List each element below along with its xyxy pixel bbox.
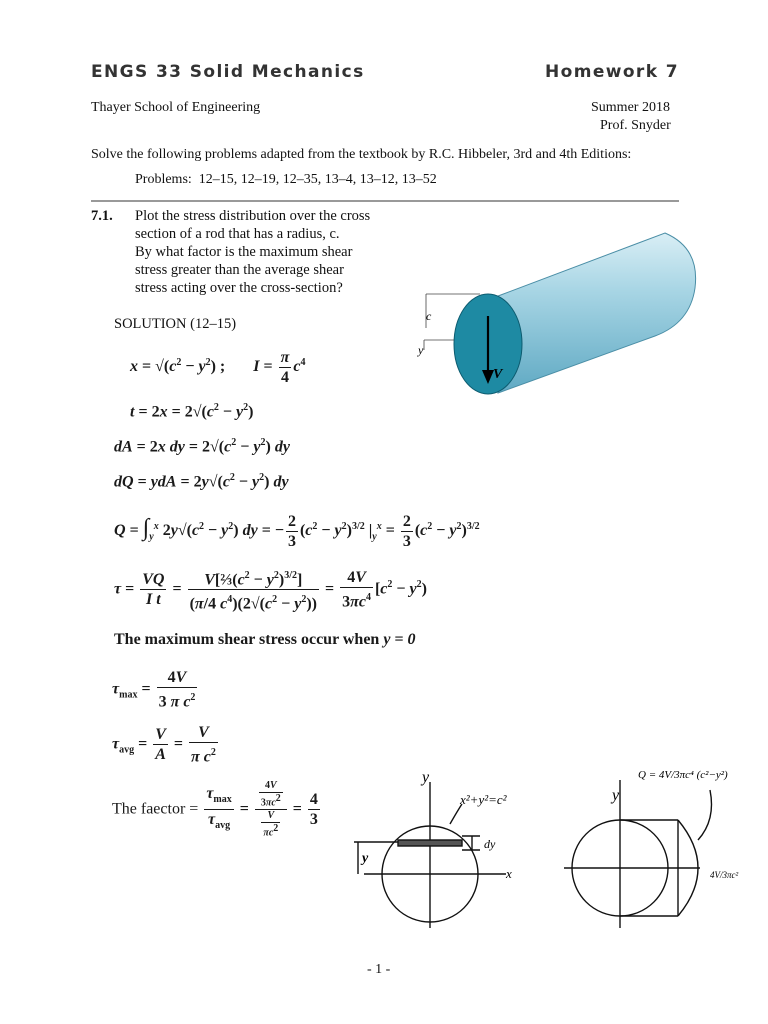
page-number: - 1 -: [367, 962, 391, 977]
equation-factor: The faector = $\frac{\tau_{max}}{\tau_{avg}}$ = $\frac{\frac{4V}{3\pi c^2}}{\frac{V}{\pi c^2}}$ = $\frac{4}{3}$: [112, 780, 318, 839]
equation-dA: dA = 2x dy = $2√(c^2 - y^2)$ dy: [114, 437, 290, 456]
course-title: ENGS 33 Solid Mechanics: [91, 62, 365, 82]
max-shear-statement: [114, 631, 416, 649]
sketch-x-label: x: [506, 866, 512, 881]
equation-t: $t = 2x = 2√(c^2 - y^2)$: [130, 402, 254, 421]
sketch-stress-distribution: [560, 760, 760, 930]
problem-list: Problems: 12–15, 12–19, 12–35, 13–4, 13–12, 13–52: [135, 172, 437, 187]
rod-figure: [410, 228, 710, 398]
equation-tau-max: $\tau_{max}$ = $\frac{4V}{3 \pi c^2}$: [112, 669, 196, 711]
tau-max-label: 4V/3πc²: [710, 870, 739, 880]
problem-line: stress acting over the cross-section?: [135, 280, 343, 296]
solution-title: SOLUTION (12–15): [114, 316, 237, 332]
school-name: Thayer School of Engineering: [91, 100, 261, 115]
shear-label: V: [493, 367, 503, 382]
equation-tau-avg: $\tau_{avg}$ = $\frac{V}{A}$ = $\frac{V}{\pi c^2}$: [112, 724, 216, 766]
equation-Q: $Q = \int_y^x$ $2y√(c^2 - y^2)$ dy = − $\frac{2}{3}$ $(c^2 - y^2)^{3/2}$ $|_y^x$ = $\frac{2}{3}$ $(c^2 - y^2)^{3/2}$: [114, 513, 480, 550]
statement-text: The maximum shear stress occur when: [114, 631, 380, 648]
sketch-y-label: y: [422, 770, 430, 786]
professor: Prof. Snyder: [600, 118, 671, 133]
sketch-y-dim-label: y: [362, 851, 369, 866]
statement-condition: y = 0: [383, 631, 416, 648]
problem-line: Plot the stress distribution over the cross: [135, 208, 371, 224]
problem-number: 7.1.: [91, 208, 113, 224]
section-divider: [91, 200, 679, 202]
radius-label: c: [426, 309, 432, 323]
equation-x-and-i: $x = √(c^2 - y^2)$ ; I = $\frac{\pi}{4}$ $c^4$: [130, 349, 306, 386]
circle-equation: x²+y²=c²: [460, 792, 507, 807]
y-label: y: [418, 343, 424, 357]
factor-label: The faector =: [112, 800, 199, 818]
problem-line: By what factor is the maximum shear: [135, 244, 353, 260]
equation-leader: [450, 804, 462, 824]
q-expression: Q = 4V/3πc⁴ (c²−y²): [638, 769, 728, 781]
problem-line: stress greater than the average shear: [135, 262, 344, 278]
problem-statement: [135, 207, 395, 297]
problem-line: section of a rod that has a radius, c.: [135, 226, 340, 242]
equation-dQ: dQ = ydA = $2y√(c^2 - y^2)$ dy: [114, 472, 289, 491]
q-leader: [698, 790, 712, 840]
instruction-text: Solve the following problems adapted from the textbook by R.C. Hibbeler, 3rd and 4th Editions:: [91, 147, 632, 162]
dy-label: dy: [484, 837, 496, 851]
homework-title: Homework 7: [545, 62, 679, 82]
strip-element: [398, 840, 462, 846]
sketch-circle-element: [350, 770, 530, 930]
rod-body: [498, 233, 696, 393]
equation-tau: τ = $\frac{VQ}{\text{I t}}$ = $\frac{V[\frac{2}{3}(c^2 - y^2)^{3/2}]}{(\pi/4 c^4)(2√(c^2 - y^2))}$ = $\frac{4V}{3\pi c^4}$ $[c^2 - y^2)$: [114, 566, 427, 614]
sketch2-y-label: y: [612, 787, 620, 804]
term: Summer 2018: [591, 100, 670, 115]
